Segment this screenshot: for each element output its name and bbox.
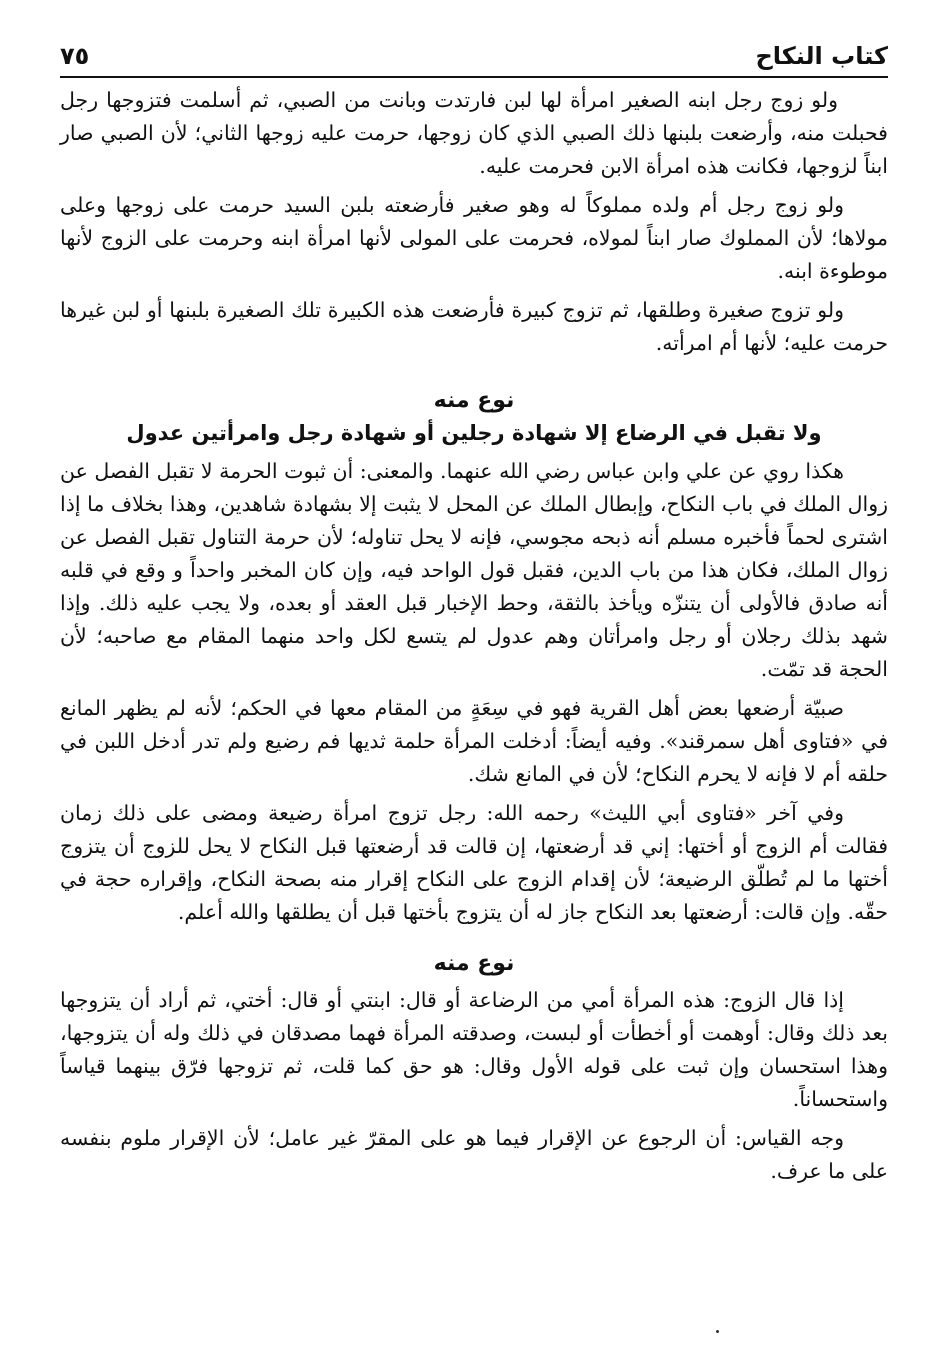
running-header	[60, 26, 888, 78]
paragraph: ولو تزوج صغيرة وطلقها، ثم تزوج كبيرة فأرضعت هذه الكبيرة تلك الصغيرة بلبنها أو لبن غيرها حرمت عليه؛ لأنها أم امرأته.	[60, 298, 888, 355]
page-body	[60, 84, 888, 1194]
section-heading: نوع منه	[433, 951, 515, 976]
paragraph: صبيّة أرضعها بعض أهل القرية فهو في سِعَةٍ من المقام معها في الحكم؛ لأنه لم يظهر المانع في «فتاوى أهل سمرقند». وفيه أيضاً: أدخلت المرأة حلمة ثديها فم رضيع ولم تدر أدخل اللبن في حلقه أم لا فإنه لا يحرم النكاح؛ لأن في المانع شك.	[60, 696, 888, 786]
paragraph: ولو زوج رجل أم ولده مملوكاً له وهو صغير فأرضعته بلبن السيد حرمت على زوجها وعلى مولاها؛ لأن المملوك صار ابناً لمولاه، فحرمت على المولى لأنها امرأة ابنه وحرمت على الزوج لأنها موطوءة ابنه.	[60, 193, 889, 283]
running-title: كتاب النكاح	[755, 42, 888, 70]
paragraph: إذا قال الزوج: هذه المرأة أمي من الرضاعة أو قال: ابنتي أو قال: أختي، ثم أراد أن يتزوجها بعد ذلك وقال: أوهمت أو أخطأت أو لبست، وصدقته المرأة فهما مصدقان في ذلك وله أن يتزوجها، وهذا استحسان وإن ثبت على قوله الأول وقال: هو حق كما قلت، ثم تزوجها فرّق بينهما قياساً واستحساناً.	[60, 988, 888, 1111]
section-heading: نوع منه	[433, 388, 515, 413]
section-subheading: ولا تقبل في الرضاع إلا شهادة رجلين أو شهادة رجل وامرأتين عدول	[126, 421, 822, 445]
paragraph: وجه القياس: أن الرجوع عن الإقرار فيما هو على المقرّ غير عامل؛ لأن الإقرار ملوم بنفسه على ما عرف.	[60, 1126, 888, 1183]
paragraph: هكذا روي عن علي وابن عباس رضي الله عنهما. والمعنى: أن ثبوت الحرمة لا تقبل الفصل عن زوال الملك في باب النكاح، وإبطال الملك عن المحل لا يثبت إلا بشهادة شاهدين، وهذا بخلاف ما إذا اشترى لحماً فأخبره مسلم أنه ذبحه مجوسي، فإنه لا يحل تناوله؛ لأن حرمة التناول تقبل الفصل عن زوال الملك، فكان هذا من باب الدين، فقبل قول الواحد فيه، وإن كان المخبر واحداً و وقع في قلبه أنه صادق فالأولى أن يتنزّه ويأخذ بالثقة، وحط الإخبار قبل العقد أو بعده، ولا يجب عليه ذلك. وإذا شهد بذلك رجلان أو رجل وامرأتان وهم عدول لم يتسع لكل واحد منهما المقام مع صاحبه؛ لأن الحجة قد تمّت.	[60, 459, 888, 681]
paragraph: وفي آخر «فتاوى أبي الليث» رحمه الله: رجل تزوج امرأة رضيعة ومضى على ذلك زمان فقالت أم الزوج أو أختها: إني قد أرضعتها، إن قالت قد أرضعتها قبل النكاح لا يحل للزوج أن يتزوج أختها ما لم تُطلّق الرضيعة؛ لأن إقدام الزوج على النكاح إقرار منه بصحة النكاح، وإقراره حجة في حقّه. وإن قالت: أرضعتها بعد النكاح جاز له أن يتزوج بأختها قبل أن يطلقها والله أعلم.	[60, 801, 888, 924]
paragraph: ولو زوج رجل ابنه الصغير امرأة لها لبن فارتدت وبانت من الصبي، ثم أسلمت فتزوجها رجل فحبلت منه، وأرضعت بلبنها ذلك الصبي الذي كان زوجها، حرمت عليه زوجها الثاني؛ لأن الصبي صار ابناً لزوجها، فكانت هذه امرأة الابن فحرمت عليه.	[60, 88, 888, 178]
page-number: ٧٥	[60, 42, 90, 70]
scan-speck	[716, 1330, 719, 1333]
